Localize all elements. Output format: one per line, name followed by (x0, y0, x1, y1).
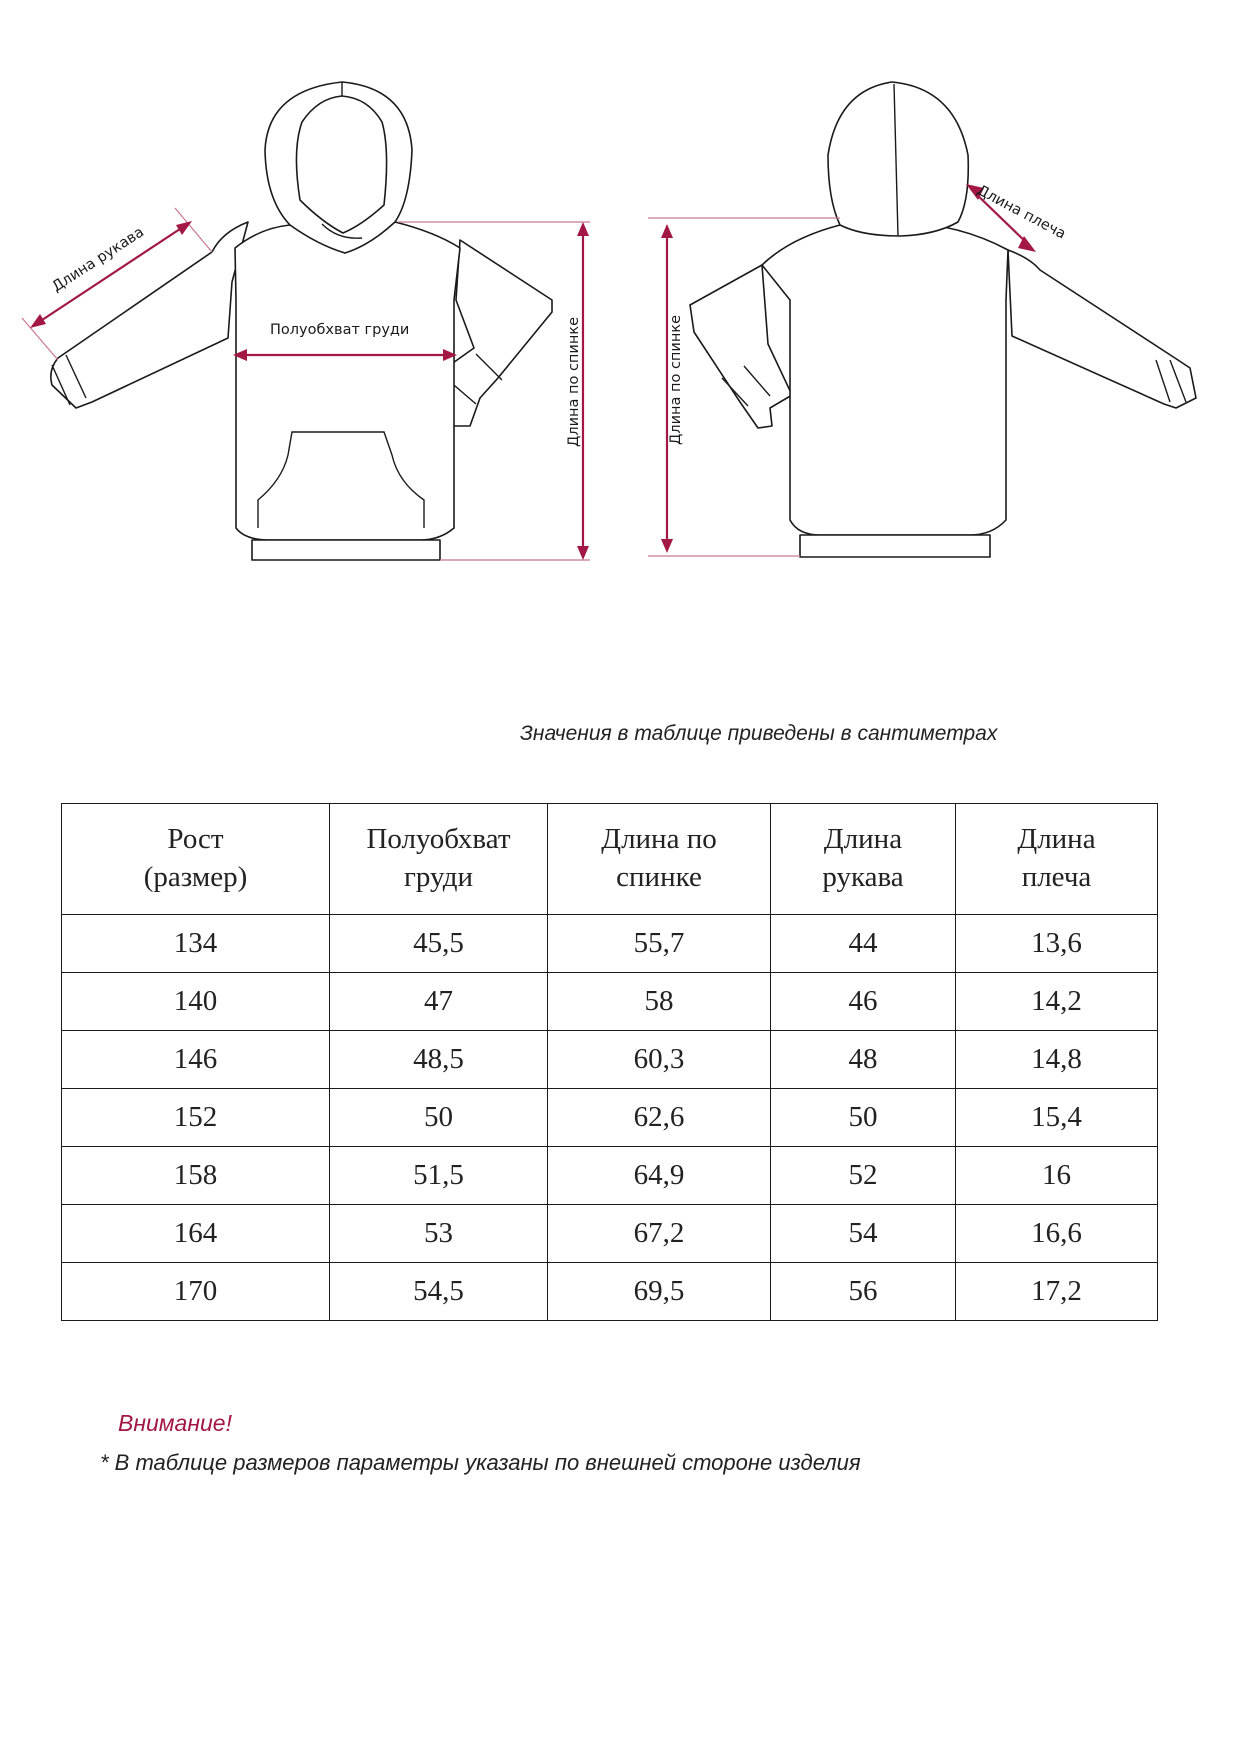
column-header: Длина по спинке (548, 804, 771, 915)
units-note: Значения в таблице приведены в сантиметрах (520, 722, 998, 745)
table-cell: 52 (771, 1147, 956, 1205)
column-header: Рост (размер) (62, 804, 330, 915)
table-cell: 46 (771, 973, 956, 1031)
table-cell: 58 (548, 973, 771, 1031)
table-cell: 17,2 (956, 1263, 1158, 1321)
table-cell: 15,4 (956, 1089, 1158, 1147)
table-row (62, 1147, 1158, 1205)
table-cell: 13,6 (956, 915, 1158, 973)
table-header-row (62, 804, 1158, 915)
table-cell: 48,5 (330, 1031, 548, 1089)
table-cell: 44 (771, 915, 956, 973)
table-row (62, 1089, 1158, 1147)
table-cell: 134 (62, 915, 330, 973)
table-cell: 47 (330, 973, 548, 1031)
table-cell: 45,5 (330, 915, 548, 973)
table-cell: 152 (62, 1089, 330, 1147)
half-chest-label: Полуобхват груди (270, 322, 410, 338)
table-cell: 67,2 (548, 1205, 771, 1263)
table-cell: 69,5 (548, 1263, 771, 1321)
table-cell: 14,8 (956, 1031, 1158, 1089)
sleeve-length-label: Длина рукава (49, 224, 147, 296)
column-header: Длина рукава (771, 804, 956, 915)
table-cell: 56 (771, 1263, 956, 1321)
table-cell: 158 (62, 1147, 330, 1205)
table-cell: 55,7 (548, 915, 771, 973)
table-row (62, 973, 1158, 1031)
shoulder-length-label: Длина плеча (974, 182, 1069, 243)
table-cell: 164 (62, 1205, 330, 1263)
table-row (62, 1205, 1158, 1263)
table-body (62, 915, 1158, 1321)
back-length-label: Длина по спинке (668, 315, 684, 445)
size-table (61, 803, 1158, 1321)
column-header: Полуобхват груди (330, 804, 548, 915)
table-row (62, 1031, 1158, 1089)
table-row (62, 915, 1158, 973)
table-cell: 50 (330, 1089, 548, 1147)
table-cell: 146 (62, 1031, 330, 1089)
table-cell: 62,6 (548, 1089, 771, 1147)
table-cell: 14,2 (956, 973, 1158, 1031)
warning-title: Внимание! (118, 1410, 232, 1436)
warning-text: * В таблице размеров параметры указаны по внешней стороне изделия (100, 1450, 861, 1475)
table-cell: 64,9 (548, 1147, 771, 1205)
table-row (62, 1263, 1158, 1321)
garment-diagram (0, 0, 1240, 600)
table-cell: 54,5 (330, 1263, 548, 1321)
table-cell: 16 (956, 1147, 1158, 1205)
table-cell: 53 (330, 1205, 548, 1263)
table-cell: 170 (62, 1263, 330, 1321)
table-cell: 54 (771, 1205, 956, 1263)
table-cell: 140 (62, 973, 330, 1031)
table-cell: 60,3 (548, 1031, 771, 1089)
table-cell: 48 (771, 1031, 956, 1089)
table-cell: 50 (771, 1089, 956, 1147)
front-back-length-label: Длина по спинке (566, 317, 582, 447)
hoodie-front-drawing (51, 82, 552, 560)
hoodie-back-drawing (690, 82, 1196, 557)
table-cell: 51,5 (330, 1147, 548, 1205)
table-cell: 16,6 (956, 1205, 1158, 1263)
column-header: Длина плеча (956, 804, 1158, 915)
